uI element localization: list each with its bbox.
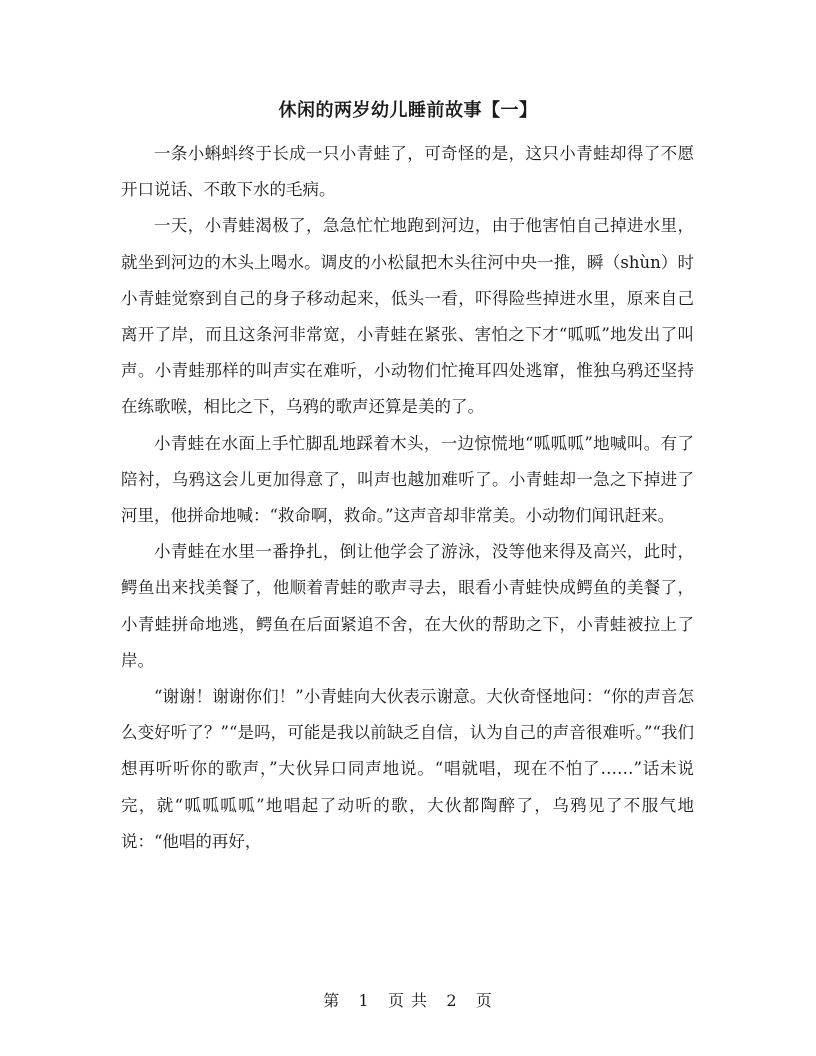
document-body <box>121 136 694 860</box>
paragraph: 小青蛙在水面上手忙脚乱地踩着木头，一边惊慌地“呱呱呱”地喊叫。有了陪衬，乌鸦这会儿更加得意了，叫声也越加难听了。小青蛙却一急之下掉进了河里，他拼命地喊：“救命啊，救命。”这声音却非常美。小动物们闻讯赶来。 <box>121 433 694 526</box>
paragraph: “谢谢！谢谢你们！”小青蛙向大伙表示谢意。大伙奇怪地问：“你的声音怎么变好听了？”“是吗，可能是我以前缺乏自信，认为自己的声音很难听。”“我们想再听听你的歌声，”大伙异口同声地说。“唱就唱，现在不怕了……”话未说完，就“呱呱呱呱”地唱起了动听的歌，大伙都陶醉了，乌鸦见了不服气地说：“他唱的再好， <box>121 687 694 851</box>
document-title: 休闲的两岁幼儿睡前故事【一】 <box>278 100 538 121</box>
page-footer <box>0 988 816 1011</box>
paragraph: 一天，小青蛙渴极了，急急忙忙地跑到河边，由于他害怕自己掉进水里，就坐到河边的木头上喝水。调皮的小松鼠把木头往河中央一推，瞬（shùn）时小青蛙觉察到自己的身子移动起来，低头一看，吓得险些掉进水里，原来自己离开了岸，而且这条河非常宽，小青蛙在紧张、害怕之下才“呱呱”地发出了叫声。小青蛙那样的叫声实在难听，小动物们忙掩耳四处逃窜，惟独乌鸦还坚持在练歌喉，相比之下，乌鸦的歌声还算是美的了。 <box>121 216 694 417</box>
page-label-middle: 页 共 <box>387 991 429 1010</box>
page-label-prefix: 第 <box>323 991 341 1010</box>
paragraph: 一条小蝌蚪终于长成一只小青蛙了，可奇怪的是，这只小青蛙却得了不愿开口说话、不敢下水的毛病。 <box>121 144 694 200</box>
page-label-suffix: 页 <box>475 991 493 1010</box>
total-pages: 2 <box>446 991 458 1010</box>
page-number: 1 <box>358 991 370 1010</box>
paragraph: 小青蛙在水里一番挣扎，倒让他学会了游泳，没等他来得及高兴，此时，鳄鱼出来找美餐了，他顺着青蛙的歌声寻去，眼看小青蛙快成鳄鱼的美餐了，小青蛙拼命地逃，鳄鱼在后面紧追不舍，在大伙的帮助之下，小青蛙被拉上了岸。 <box>121 542 694 670</box>
